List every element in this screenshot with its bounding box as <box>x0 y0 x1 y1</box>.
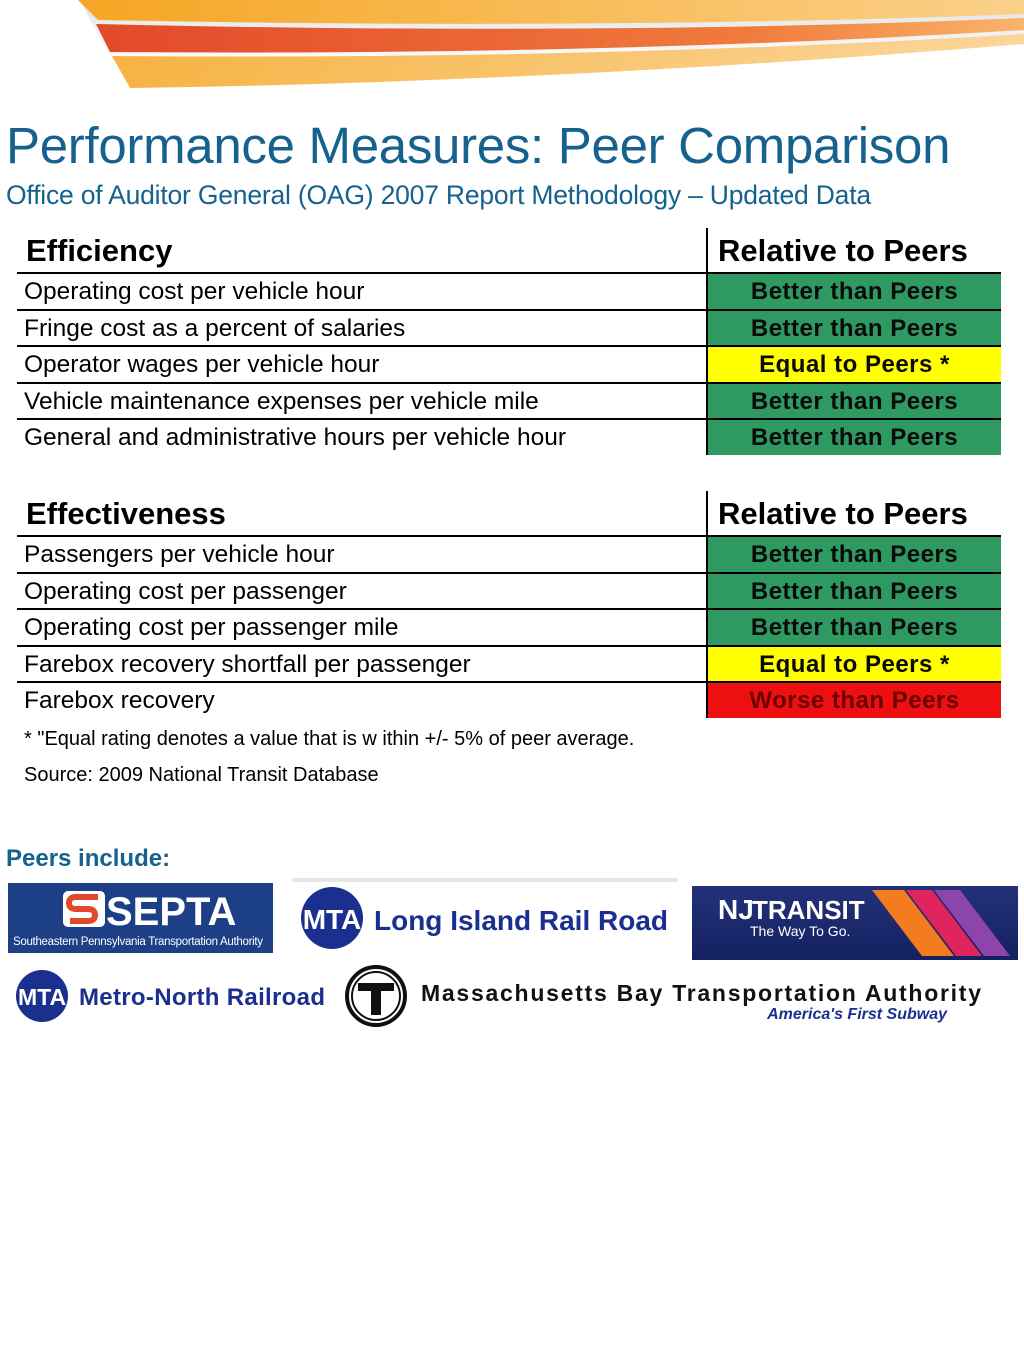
rating-badge: Equal to Peers * <box>706 347 1001 382</box>
measure-label: Vehicle maintenance expenses per vehicle mile <box>24 387 539 415</box>
measure-label: Fringe cost as a percent of salaries <box>24 314 406 342</box>
efficiency-header: Efficiency <box>26 233 173 268</box>
rating-badge: Better than Peers <box>706 574 1001 609</box>
rating-badge: Better than Peers <box>706 610 1001 645</box>
mbta-t-icon <box>347 967 405 1025</box>
header-banner <box>0 0 1024 110</box>
lirr-name: Long Island Rail Road <box>374 905 669 936</box>
source-note: Source: 2009 National Transit Database <box>24 764 379 786</box>
measure-label: Farebox recovery shortfall per passenger <box>24 650 471 678</box>
measure-label: Operating cost per passenger <box>24 577 347 605</box>
table-row <box>17 384 1001 421</box>
njtransit-tagline: The Way To Go. <box>750 923 851 939</box>
measure-label: Passengers per vehicle hour <box>24 541 335 568</box>
page-title: Performance Measures: Peer Comparison <box>6 117 951 174</box>
measure-label: Operating cost per vehicle hour <box>24 278 365 305</box>
lirr-logo <box>292 878 677 958</box>
relative-to-peers-header: Relative to Peers <box>706 491 1001 535</box>
table-row <box>17 274 1001 311</box>
rating-badge: Better than Peers <box>706 274 1001 309</box>
mbta-tagline: America's First Subway <box>767 1006 947 1023</box>
measure-label: Farebox recovery <box>24 687 215 714</box>
table-row <box>17 647 1001 684</box>
measure-label: Operator wages per vehicle hour <box>24 351 380 378</box>
table-row <box>17 537 1001 574</box>
septa-name: SEPTA <box>106 890 237 934</box>
table-row <box>17 574 1001 611</box>
effectiveness-header-row <box>17 491 1001 537</box>
page-subtitle: Office of Auditor General (OAG) 2007 Report Methodology – Updated Data <box>6 180 871 210</box>
measure-label: Operating cost per passenger mile <box>24 614 399 641</box>
metro-north-logo <box>15 965 330 1027</box>
rating-badge: Equal to Peers * <box>706 647 1001 682</box>
mbta-name: Massachusetts Bay Transportation Authority <box>421 980 981 1006</box>
septa-logo <box>8 883 273 953</box>
measure-label: General and administrative hours per vehicle hour <box>24 424 567 451</box>
efficiency-header-row <box>17 228 1001 274</box>
njtransit-logo <box>692 886 1018 960</box>
rating-badge: Better than Peers <box>706 537 1001 572</box>
footnote: * "Equal rating denotes a value that is w ithin +/- 5% of peer average. <box>24 728 635 750</box>
peers-label: Peers include: <box>6 845 171 872</box>
metro-north-name: Metro-North Railroad <box>79 984 325 1011</box>
rating-badge: Better than Peers <box>706 420 1001 455</box>
effectiveness-table <box>17 491 1001 718</box>
rating-badge: Worse than Peers <box>706 683 1001 718</box>
nj-mark: NJ <box>718 894 754 925</box>
table-row <box>17 420 1001 455</box>
table-row <box>17 347 1001 384</box>
relative-to-peers-header: Relative to Peers <box>706 228 1001 272</box>
njtransit-name: TRANSIT <box>752 895 865 925</box>
mta-mark: MTA <box>302 904 362 935</box>
mta-mark: MTA <box>17 984 67 1010</box>
table-row <box>17 610 1001 647</box>
efficiency-table <box>17 228 1001 455</box>
septa-tagline: Southeastern Pennsylvania Transportation Authority <box>13 936 263 948</box>
mbta-logo <box>343 965 985 1027</box>
table-row <box>17 311 1001 348</box>
rating-badge: Better than Peers <box>706 311 1001 346</box>
rating-badge: Better than Peers <box>706 384 1001 419</box>
table-row <box>17 683 1001 718</box>
effectiveness-header: Effectiveness <box>26 496 226 531</box>
septa-s-icon <box>63 891 105 927</box>
